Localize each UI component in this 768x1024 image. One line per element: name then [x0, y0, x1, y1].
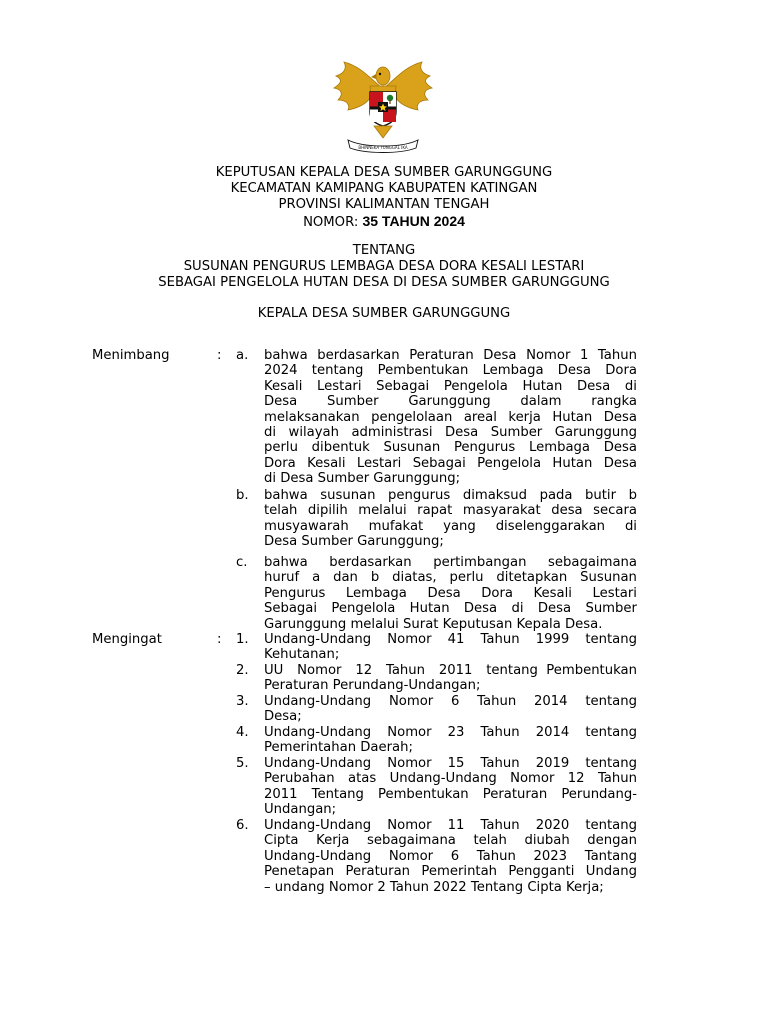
word: Hutan [522, 378, 563, 394]
word: dibentuk [311, 440, 370, 456]
word: Perubahan [264, 771, 335, 787]
word: Dora [264, 455, 296, 471]
word: Lestari [356, 455, 402, 471]
item-line: Kehutanan; [264, 647, 340, 663]
word: Tentang [311, 786, 364, 802]
item-line [264, 632, 637, 647]
word: pengurus [388, 488, 451, 503]
word: Tahun [480, 725, 520, 740]
word: Desa [603, 455, 637, 471]
word: dipilih [307, 503, 348, 519]
item-line [264, 787, 637, 802]
word: Sebagai [412, 455, 466, 471]
word: 2019 [535, 756, 570, 771]
word: UU [264, 663, 284, 678]
word: dan [333, 570, 358, 586]
word: melaksanakan [264, 409, 360, 425]
item-marker: 2. [236, 663, 249, 678]
word: Tahun [477, 694, 517, 709]
word: Sumber [585, 601, 637, 617]
word: diselenggarakan [495, 518, 606, 534]
word: Desa [537, 601, 572, 617]
menimbang-colon: : [217, 348, 222, 363]
word: Desa [557, 363, 592, 379]
word: diatas, [392, 570, 437, 586]
item-line [264, 363, 637, 378]
word: yang [443, 518, 476, 534]
word: Pembentukan [377, 786, 469, 802]
word: Kerja [316, 833, 350, 849]
item-line [264, 586, 637, 601]
word: tentang [585, 725, 637, 740]
word: tentang [585, 632, 637, 647]
word: Perundang- [561, 786, 637, 802]
word: Desa [427, 585, 461, 601]
word: huruf [264, 570, 300, 586]
word: Kesali [264, 378, 303, 394]
word: Cipta [264, 833, 299, 849]
word: musyawarah [264, 518, 349, 534]
item-text [264, 663, 637, 694]
item-line [264, 663, 637, 678]
word: Pengurus [453, 440, 516, 456]
word: Lestari [592, 585, 637, 601]
word: Sebagai [264, 601, 318, 617]
word: wilayah [288, 425, 339, 441]
word: Lembaga [529, 440, 591, 456]
item-line [264, 570, 637, 585]
item-line [264, 519, 637, 534]
word: Tahun [476, 848, 516, 864]
word: Nomor [297, 663, 342, 678]
kepala-desa-heading: KEPALA DESA SUMBER GARUNGGUNG [257, 306, 511, 321]
word: telah [264, 503, 298, 519]
item-line: Pemerintahan Daerah; [264, 740, 413, 756]
word: pengelolaan [371, 409, 453, 425]
item-marker: 6. [236, 818, 249, 833]
item-line [264, 725, 637, 740]
word: dalam [520, 394, 562, 410]
word: tentang [585, 694, 637, 709]
tentang-title-line-2: SEBAGAI PENGELOLA HUTAN DESA DI DESA SUMBER GARUNGGUNG [158, 275, 610, 290]
word: masyarakat [462, 503, 541, 519]
word: sebagaimana [548, 555, 637, 570]
word: sebagaimana [366, 833, 456, 849]
word: 2020 [535, 818, 570, 833]
header-line-1: KEPUTUSAN KEPALA DESA SUMBER GARUNGGUNG [215, 165, 553, 180]
word: Tahun [597, 348, 637, 363]
word: secara [593, 503, 637, 519]
item-marker: 4. [236, 725, 249, 740]
word: Undang-Undang [264, 848, 372, 864]
nomor-label: NOMOR: [303, 215, 363, 230]
word: Undang-Undang [264, 694, 372, 709]
word: Lestari [317, 378, 362, 394]
emblem-ribbon-text: BHINNEKA TUNGGAL IKA [358, 145, 408, 150]
garuda-emblem-svg [330, 58, 436, 156]
word: Tahun [385, 663, 425, 678]
word: 2024 [264, 363, 298, 379]
item-line [264, 456, 637, 471]
word: 12 [567, 771, 585, 787]
word: Undang [585, 864, 637, 880]
word: 2011 [264, 786, 298, 802]
item-line: Peraturan Perundang-Undangan; [264, 678, 481, 694]
word: dengan [587, 833, 637, 849]
word: 6 [451, 694, 460, 709]
word: Kesali [307, 455, 346, 471]
word: Sumber [327, 394, 379, 410]
word: tentang [311, 363, 364, 379]
word: 12 [355, 663, 373, 678]
word: melalui [358, 503, 407, 519]
word: Susunan [383, 440, 441, 456]
word: Lembaga [345, 585, 407, 601]
item-line [264, 818, 637, 833]
word: Nomor [388, 694, 434, 709]
menimbang-label: Menimbang [92, 348, 170, 363]
word: Nomor [510, 771, 555, 787]
item-line: Desa Sumber Garunggung; [264, 534, 444, 550]
item-marker: 5. [236, 756, 249, 771]
item-line [264, 394, 637, 409]
document-header [0, 165, 768, 231]
header-line-2: KECAMATAN KAMIPANG KABUPATEN KATINGAN [230, 181, 538, 196]
word: Pengurus [264, 585, 326, 601]
word: mufakat [368, 518, 424, 534]
item-text [264, 818, 637, 895]
header-nomor [0, 213, 768, 231]
word: Desa [603, 409, 637, 425]
item-marker: 3. [236, 694, 249, 709]
word: atas [348, 771, 377, 787]
word: b [628, 488, 637, 503]
word: Tahun [597, 771, 637, 787]
item-line: Desa; [264, 709, 302, 725]
word: Undang-Undang [264, 632, 372, 647]
tentang-title-line-1: SUSUNAN PENGURUS LEMBAGA DESA DORA KESALI LESTARI [183, 259, 585, 274]
word: 1 [579, 348, 589, 363]
word: rangka [591, 394, 637, 410]
word: perlu [264, 440, 298, 456]
word: Pembentukan [377, 363, 469, 379]
word: Nomor [387, 725, 432, 740]
word: Dora [481, 585, 513, 601]
word: perlu [449, 570, 484, 586]
word: bahwa [264, 555, 308, 570]
word: tentang Pembentukan [486, 663, 637, 678]
item-line [264, 756, 637, 771]
word: Penetapan [264, 864, 335, 880]
word: Desa [576, 378, 611, 394]
item-marker: b. [236, 488, 249, 503]
word: 2023 [533, 848, 568, 864]
word: 1999 [535, 632, 570, 647]
word: di [624, 518, 637, 534]
item-text [264, 756, 637, 818]
word: 6 [450, 848, 460, 864]
word: Hutan [552, 455, 593, 471]
word: desa [551, 503, 583, 519]
word: Lembaga [482, 363, 544, 379]
item-line: – undang Nomor 2 Tahun 2022 Tentang Cipta Kerja; [264, 879, 604, 895]
word: berdasarkan [329, 555, 412, 570]
tentang-block [0, 243, 768, 291]
item-line [264, 348, 637, 363]
word: telah [473, 833, 507, 849]
item-text [264, 555, 637, 632]
word: Garunggung [408, 394, 491, 410]
word: Garunggung [554, 425, 637, 441]
word: Nomor [387, 818, 432, 833]
word: 11 [447, 818, 465, 833]
item-line [264, 694, 637, 709]
item-line: Garunggung melalui Surat Keputusan Kepala Desa. [264, 616, 603, 632]
item-line [264, 555, 637, 570]
word: rapat [417, 503, 453, 519]
garuda-emblem-icon [330, 58, 436, 156]
word: Pemerintah [421, 864, 498, 880]
item-line [264, 864, 637, 879]
word: Kesali [533, 585, 572, 601]
word: tentang [585, 756, 637, 771]
word: 2014 [533, 694, 568, 709]
mengingat-label: Mengingat [92, 632, 162, 647]
word: a [312, 570, 321, 586]
word: 23 [447, 725, 465, 740]
word: Nomor [388, 848, 434, 864]
word: di [624, 378, 637, 394]
word: Tantang [584, 848, 637, 864]
word: susunan [320, 488, 376, 503]
word: b [370, 570, 380, 586]
item-line: Undangan; [264, 802, 337, 818]
nomor-value: 35 TAHUN 2024 [362, 213, 465, 229]
word: di [511, 601, 524, 617]
item-text [264, 632, 637, 663]
word: Undang-Undang [389, 771, 497, 787]
word: Hutan [409, 601, 450, 617]
item-line [264, 833, 637, 848]
item-text [264, 488, 637, 550]
word: di [264, 425, 277, 441]
word: 15 [447, 756, 465, 771]
word: Pengelola [331, 601, 396, 617]
word: Peraturan [409, 348, 474, 363]
item-text [264, 694, 637, 725]
word: Dora [605, 363, 637, 379]
word: Tahun [480, 632, 520, 647]
word: Nomor [526, 348, 571, 363]
item-line [264, 410, 637, 425]
word: diubah [524, 833, 570, 849]
item-line [264, 503, 637, 518]
word: Sebagai [376, 378, 430, 394]
item-marker: c. [236, 555, 248, 570]
item-line [264, 771, 637, 786]
word: Undang-Undang [264, 756, 372, 771]
word: Tahun [480, 818, 520, 833]
word: butir [585, 488, 617, 503]
word: Tahun [480, 756, 520, 771]
word: Nomor [387, 756, 432, 771]
word: Undang-Undang [264, 818, 372, 833]
header-line-3: PROVINSI KALIMANTAN TENGAH [278, 197, 490, 212]
word: 2014 [535, 725, 570, 740]
word: kerja [508, 409, 541, 425]
word: bahwa [264, 488, 308, 503]
item-line [264, 379, 637, 394]
word: Undang-Undang [264, 725, 372, 740]
item-line [264, 425, 637, 440]
item-line [264, 849, 637, 864]
item-line: di Desa Sumber Garunggung; [264, 471, 461, 487]
word: 41 [447, 632, 465, 647]
word: Pengganti [508, 864, 575, 880]
word: pada [539, 488, 573, 503]
item-text [264, 725, 637, 756]
word: Desa [463, 601, 498, 617]
item-marker: 1. [236, 632, 249, 647]
mengingat-colon: : [217, 632, 222, 647]
word: Peraturan [482, 786, 548, 802]
word: Desa [483, 348, 517, 363]
word: Nomor [387, 632, 432, 647]
word: administrasi [351, 425, 433, 441]
item-line [264, 601, 637, 616]
word: tentang [585, 818, 637, 833]
word: Pengelola [477, 455, 542, 471]
item-line [264, 440, 637, 455]
tentang-label: TENTANG [352, 243, 416, 258]
word: Desa [603, 440, 637, 456]
word: berdasarkan [317, 348, 400, 363]
word: dimaksud [462, 488, 528, 503]
word: Susunan [580, 570, 637, 586]
word: 2011 [438, 663, 473, 678]
word: bahwa [264, 348, 308, 363]
word: Pengelola [443, 378, 508, 394]
word: ditetapkan [496, 570, 568, 586]
word: pertimbangan [433, 555, 527, 570]
word: Peraturan [345, 864, 411, 880]
word: Desa [445, 425, 479, 441]
word: Hutan [552, 409, 593, 425]
item-line [264, 488, 637, 503]
word: Desa [264, 394, 298, 410]
item-text [264, 348, 637, 487]
word: Sumber [490, 425, 543, 441]
word: areal [463, 409, 497, 425]
item-marker: a. [236, 348, 249, 363]
